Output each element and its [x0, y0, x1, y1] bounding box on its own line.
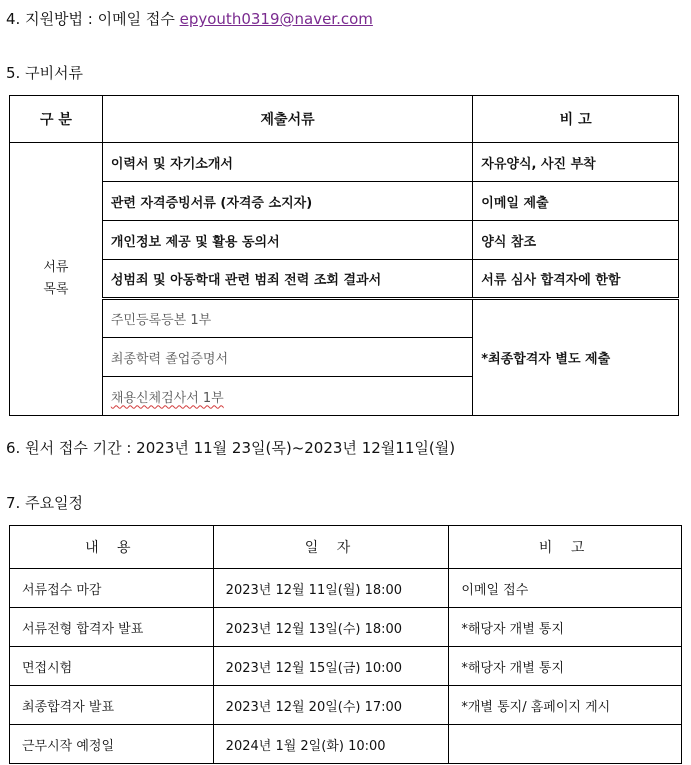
schedule-note: *해당자 개별 통지	[449, 647, 682, 686]
table-row	[10, 608, 682, 647]
schedule-note: *개별 통지/ 홈페이지 게시	[449, 686, 682, 725]
doc-name	[102, 377, 472, 416]
schedule-header-item: 내 용	[10, 526, 214, 569]
schedule-date: 2023년 12월 11일(월) 18:00	[213, 569, 449, 608]
schedule-item: 면접시험	[10, 647, 214, 686]
schedule-table	[9, 525, 682, 764]
doc-name: 관련 자격증빙서류 (자격증 소지자)	[102, 182, 472, 221]
schedule-item: 서류전형 합격자 발표	[10, 608, 214, 647]
doc-note: 이메일 제출	[473, 182, 679, 221]
schedule-item: 근무시작 예정일	[10, 725, 214, 764]
schedule-date: 2023년 12월 20일(수) 17:00	[213, 686, 449, 725]
section-5-title: 5. 구비서류	[6, 64, 84, 82]
schedule-date: 2023년 12월 15일(금) 10:00	[213, 647, 449, 686]
doc-note-final-applicants: *최종합격자 별도 제출	[473, 299, 679, 416]
table-row	[10, 299, 679, 338]
schedule-item: 최종합격자 발표	[10, 686, 214, 725]
table-row	[10, 647, 682, 686]
doc-name-text: 채용신체검사서 1부	[110, 390, 224, 406]
section-7-title: 7. 주요일정	[6, 494, 84, 512]
schedule-note: 이메일 접수	[449, 569, 682, 608]
schedule-item: 서류접수 마감	[10, 569, 214, 608]
docs-category-label: 서류 목록	[43, 260, 69, 297]
section-6-application-period: 6. 원서 접수 기간 : 2023년 11월 23일(목)~2023년 12월11일(월)	[6, 439, 456, 457]
docs-header-row	[10, 96, 679, 143]
docs-header-notes: 비 고	[473, 96, 679, 143]
schedule-header-row	[10, 526, 682, 569]
doc-name: 성범죄 및 아동학대 관련 범죄 전력 조회 결과서	[102, 260, 472, 299]
docs-header-documents: 제출서류	[102, 96, 472, 143]
doc-name: 이력서 및 자기소개서	[102, 143, 472, 182]
table-row	[10, 182, 679, 221]
required-documents-table	[9, 95, 679, 416]
schedule-note	[449, 725, 682, 764]
doc-note: 자유양식, 사진 부착	[473, 143, 679, 182]
table-row	[10, 143, 679, 182]
schedule-header-date: 일 자	[213, 526, 449, 569]
table-row	[10, 686, 682, 725]
table-row	[10, 725, 682, 764]
docs-header-category: 구 분	[10, 96, 103, 143]
docs-category-cell	[10, 143, 103, 416]
doc-name: 개인정보 제공 및 활용 동의서	[102, 221, 472, 260]
schedule-date: 2023년 12월 13일(수) 18:00	[213, 608, 449, 647]
table-row	[10, 221, 679, 260]
schedule-header-note: 비 고	[449, 526, 682, 569]
application-email-link[interactable]: epyouth0319@naver.com	[179, 10, 373, 28]
doc-note: 서류 심사 합격자에 한함	[473, 260, 679, 299]
doc-name: 주민등록등본 1부	[102, 299, 472, 338]
table-row	[10, 569, 682, 608]
section-4-application-method	[6, 8, 373, 29]
section-4-label: 4. 지원방법 : 이메일 접수	[6, 10, 180, 28]
schedule-note: *해당자 개별 통지	[449, 608, 682, 647]
table-row	[10, 260, 679, 299]
schedule-date: 2024년 1월 2일(화) 10:00	[213, 725, 449, 764]
doc-note: 양식 참조	[473, 221, 679, 260]
doc-name: 최종학력 졸업증명서	[102, 338, 472, 377]
